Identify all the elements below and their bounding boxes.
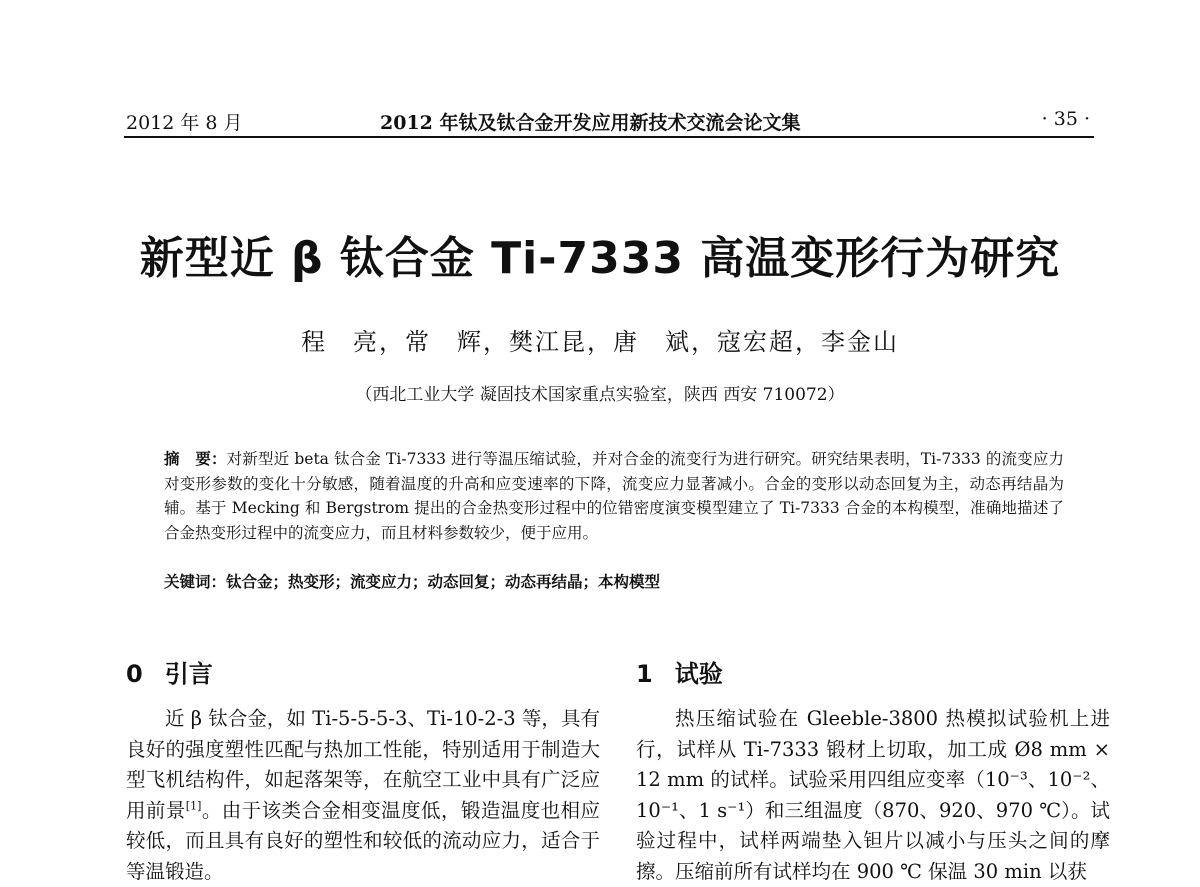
keywords-text: 钛合金；热变形；流变应力；动态回复；动态再结晶；本构模型	[226, 572, 661, 591]
header-date: 2012 年 8 月	[126, 112, 243, 134]
affiliation: （西北工业大学 凝固技术国家重点实验室，陕西 西安 710072）	[355, 385, 845, 405]
keywords	[164, 570, 1064, 592]
section-title: 引言	[164, 660, 213, 688]
paper-title: 新型近 β 钛合金 Ti-7333 高温变形行为研究	[139, 233, 1061, 284]
section-number: 0	[126, 660, 143, 688]
section-heading-introduction	[126, 654, 213, 689]
introduction-text-end: 。由于该类合金相变温度低，锻造温度也相应较低，而且具有良好的塑性和较低的流动应力，适合于等温锻造。	[126, 798, 600, 883]
abstract-text: 对新型近 beta 钛合金 Ti-7333 进行等温压缩试验，并对合金的流变行为进行研究。研究结果表明，Ti-7333 的流变应力对变形参数的变化十分敏感，随着温度的升高和应变速率的下降，流变应力显著减小。合金的变形以动态回复为主，动态再结晶为辅。基于 Mecking 和 Bergstrom 提出的合金热变形过程中的位错密度演变模型建立了 Ti-7333 合金的本构模型，准确地描述了合金热变形过程中的流变应力，而且材料参数较少，便于应用。	[164, 450, 1064, 542]
header-page-number: · 35 ·	[1041, 108, 1090, 130]
header-proceedings-title: 2012 年钛及钛合金开发应用新技术交流会论文集	[380, 112, 801, 134]
author-list: 程 亮，常 辉，樊江昆，唐 斌，寇宏超，李金山	[301, 328, 899, 356]
section-heading-experiment	[636, 654, 723, 689]
introduction-text-start: 近 β 钛合金，如 Ti-5-5-5-3、Ti-10-2-3 等，具有良好的强度塑性匹配与热加工性能，特别适用于制造大型飞机结构件，如起落架等，在航空工业中具有广泛应用前景	[126, 707, 600, 822]
abstract-label: 摘 要：	[164, 449, 227, 468]
introduction-body	[126, 704, 600, 887]
section-number: 1	[636, 660, 653, 688]
header-divider	[124, 136, 1094, 138]
running-header	[126, 108, 1090, 138]
abstract	[164, 447, 1064, 545]
keywords-label: 关键词：	[164, 572, 227, 591]
citation-ref: [1]	[185, 799, 202, 812]
experiment-body: 热压缩试验在 Gleeble-3800 热模拟试验机上进行，试样从 Ti-7333 锻材上切取，加工成 Ø8 mm × 12 mm 的试样。试验采用四组应变率（10⁻³、10⁻²、10⁻¹、1 s⁻¹）和三组温度（870、920、970 ℃）。试验过程中，试样两端垫入钽片以减小与压头之间的摩擦。压缩前所有试样均在 900 ℃ 保温 30 min 以获	[636, 707, 1110, 883]
section-title: 试验	[674, 660, 723, 688]
